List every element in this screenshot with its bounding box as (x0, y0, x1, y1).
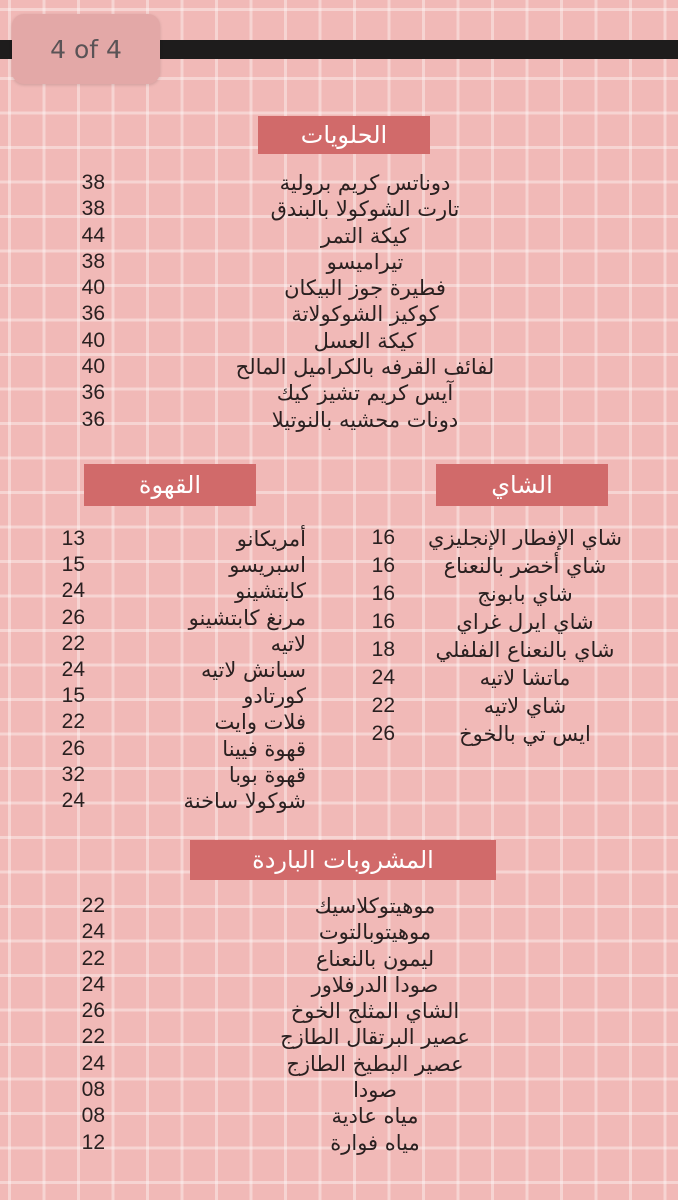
menu-item (75, 999, 575, 1025)
item-name: مياه فوارة (330, 1130, 420, 1155)
item-price: 08 (81, 1104, 105, 1128)
menu-item (55, 527, 315, 553)
item-price: 24 (371, 666, 395, 689)
menu-item (55, 710, 315, 736)
item-price: 36 (81, 407, 105, 431)
tea-list (365, 526, 645, 750)
menu-item (55, 632, 315, 658)
item-name: عصير البطيخ الطازج (286, 1051, 464, 1076)
menu-item (75, 250, 575, 276)
item-price: 24 (81, 972, 105, 996)
menu-item (365, 526, 645, 554)
item-price: 24 (61, 579, 85, 603)
item-name: كوكيز الشوكولاتة (291, 302, 439, 327)
item-price: 36 (81, 381, 105, 405)
item-name: سبانش لاتيه (200, 657, 306, 682)
item-name: دوناتس كريم برولية (279, 171, 451, 195)
item-name: صودا الدرفلاور (311, 972, 439, 997)
item-price: 16 (371, 610, 395, 633)
item-price: 40 (81, 276, 105, 300)
menu-item (75, 1025, 575, 1051)
menu-item (55, 737, 315, 763)
item-price: 13 (61, 527, 85, 550)
item-name: كورتادو (243, 684, 306, 709)
menu-item (75, 171, 575, 197)
item-price: 22 (81, 946, 105, 970)
item-name: ليمون بالنعناع (315, 946, 435, 971)
item-price: 15 (61, 553, 85, 577)
item-price: 08 (81, 1078, 105, 1102)
item-name: قهوة بوبا (228, 762, 306, 787)
menu-item (75, 276, 575, 302)
menu-item (55, 684, 315, 710)
menu-item (55, 789, 315, 815)
coffee-list (55, 527, 315, 815)
item-price: 24 (61, 788, 85, 812)
menu-item (55, 658, 315, 684)
menu-item (75, 1131, 575, 1157)
item-name: موهيتوكلاسيك (314, 894, 436, 918)
item-name: اسبريسو (229, 553, 306, 578)
item-price: 24 (61, 657, 85, 681)
item-price: 26 (81, 999, 105, 1023)
item-name: فطيرة جوز البيكان (284, 276, 446, 301)
menu-item (365, 666, 645, 694)
cold-drinks-header: المشروبات الباردة (190, 840, 496, 880)
item-price: 38 (81, 249, 105, 273)
item-price: 16 (371, 582, 395, 605)
item-price: 22 (81, 894, 105, 917)
menu-item (75, 197, 575, 223)
item-price: 32 (61, 762, 85, 786)
item-name: تارت الشوكولا بالبندق (270, 197, 460, 222)
menu-item (75, 381, 575, 407)
menu-item (55, 763, 315, 789)
item-name: تيراميسو (326, 249, 404, 274)
item-price: 36 (81, 302, 105, 326)
item-name: كيكة العسل (313, 328, 417, 353)
item-price: 26 (61, 605, 85, 629)
item-name: الشاي المثلج الخوخ (290, 999, 460, 1024)
item-price: 26 (371, 722, 395, 745)
item-name: شاي الإفطار الإنجليزي (428, 526, 622, 550)
item-name: شاي بابونج (477, 582, 573, 606)
item-name: شاي لاتيه (483, 694, 567, 718)
item-price: 18 (371, 638, 395, 661)
menu-item (365, 610, 645, 638)
item-name: لاتيه (270, 631, 306, 656)
menu-item (365, 582, 645, 610)
item-name: لفائف القرفه بالكراميل المالح (235, 355, 495, 380)
item-name: شاي ايرل غراي (456, 610, 594, 634)
item-price: 38 (81, 171, 105, 194)
menu-item (75, 1052, 575, 1078)
menu-item (75, 920, 575, 946)
menu-item (75, 408, 575, 434)
menu-item (365, 722, 645, 750)
item-price: 12 (81, 1130, 105, 1154)
menu-item (75, 355, 575, 381)
item-price: 22 (61, 631, 85, 655)
item-price: 38 (81, 197, 105, 221)
item-name: قهوة فيينا (222, 736, 306, 761)
menu-item (75, 973, 575, 999)
item-name: مرنغ كابتشينو (188, 605, 306, 630)
item-price: 26 (61, 736, 85, 760)
menu-item (75, 302, 575, 328)
item-price: 22 (61, 710, 85, 734)
menu-item (75, 1104, 575, 1130)
item-name: شاي أخضر بالنعناع (443, 554, 607, 578)
menu-item (75, 224, 575, 250)
tea-header: الشاي (436, 464, 608, 506)
cold-drinks-list (75, 894, 575, 1157)
item-price: 40 (81, 328, 105, 352)
item-name: ماتشا لاتيه (479, 666, 571, 690)
item-name: ايس تي بالخوخ (459, 722, 591, 746)
menu-item (365, 554, 645, 582)
item-name: صودا (353, 1078, 397, 1103)
item-name: شوكولا ساخنة (183, 788, 306, 813)
item-name: موهيتوبالتوت (318, 920, 432, 945)
item-price: 24 (81, 920, 105, 944)
desserts-list (75, 171, 575, 434)
item-price: 16 (371, 526, 395, 549)
item-name: شاي بالنعناع الفلفلي (435, 638, 615, 662)
item-price: 44 (81, 223, 105, 247)
menu-item (55, 553, 315, 579)
item-name: كيكة التمر (320, 223, 410, 248)
desserts-header: الحلويات (258, 116, 430, 154)
menu-item (365, 694, 645, 722)
menu-item (75, 894, 575, 920)
item-price: 22 (81, 1025, 105, 1049)
menu-item (55, 579, 315, 605)
item-name: عصير البرتقال الطازج (280, 1025, 470, 1050)
menu-item (55, 606, 315, 632)
coffee-header: القهوة (84, 464, 256, 506)
item-price: 16 (371, 554, 395, 577)
item-name: كابتشينو (235, 579, 306, 604)
item-name: أمريكانو (236, 527, 306, 551)
menu-item (75, 329, 575, 355)
item-price: 40 (81, 355, 105, 379)
item-price: 22 (371, 694, 395, 717)
item-name: مياه عادية (331, 1104, 419, 1129)
menu-item (75, 1078, 575, 1104)
menu-item (365, 638, 645, 666)
item-price: 15 (61, 684, 85, 708)
menu-item (75, 947, 575, 973)
item-name: آيس كريم تشيز كيك (276, 381, 454, 406)
item-name: دونات محشيه بالنوتيلا (271, 407, 459, 432)
page-counter: 4 of 4 (12, 14, 160, 84)
item-price: 24 (81, 1051, 105, 1075)
item-name: فلات وايت (214, 710, 306, 735)
